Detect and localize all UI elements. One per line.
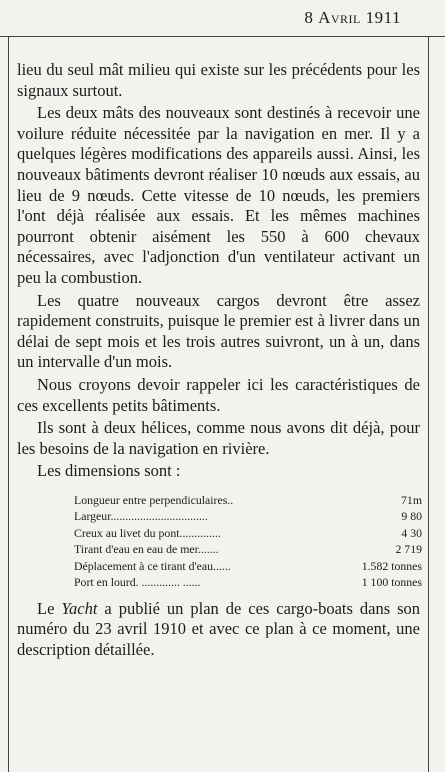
dimension-value: 71m [401,492,422,507]
table-row [74,508,422,525]
table-row [74,574,422,591]
dimension-label: Longueur entre perpendiculaires.. [74,492,234,507]
paragraph-cargos: Les quatre nouveaux cargos devront être assez rapidement construits, puisque le premier est à livrer dans un délai de sept mois et les trois autres suivront, un à un, dans un intervalle d'un mois. [17,290,420,372]
paragraph-yacht [17,599,420,661]
dimension-label: Creux au livet du pont.............. [74,525,221,540]
yacht-before: Le [37,598,55,618]
header-year: 1911 [365,8,401,27]
dimension-value: 2 719 [395,542,422,557]
paragraph-masts: Les deux mâts des nouveaux sont destinés à recevoir une voilure réduite nécessitée par la navigation en mer. Il y a quelques légères modifications des appareils aussi. Ainsi, les nouveaux bâtiments devront réaliser 10 nœuds aux essais, au lieu de 9 nœuds. Cette vitesse de 10 nœuds, les premiers l'ont déjà réalisée aux essais. Et les mêmes machines pourront obtenir aisément les 550 à 600 chevaux nécessaires, avec l'adjonction d'un ventilateur activant un peu la combustion. [17,103,420,287]
dimension-value: 1.582 tonnes [361,558,422,573]
table-row [74,492,422,509]
table-row [74,558,422,575]
right-column-rule [428,36,429,772]
dimensions-table [74,492,422,591]
paragraph-dimensions-intro: Les dimensions sont : [37,461,181,481]
paragraph-propellers: Ils sont à deux hélices, comme nous avons dit déjà, pour les besoins de la navigation en rivière. [17,418,420,458]
yacht-after: a publié un plan de ces cargo-boats dans son numéro du 23 avril 1910 et avec ce plan à ce moment, une description détaillée. [17,598,421,660]
top-rule [0,36,445,37]
paragraph-continued: lieu du seul mât milieu qui existe sur les précédents pour les signaux surtout. [17,60,420,100]
dimension-label: Port en lourd. ............. ...... [74,575,201,590]
dimension-value: 9 80 [401,509,422,524]
table-row [74,541,422,558]
dimension-value: 1 100 tonnes [361,575,422,590]
yacht-title: Yacht [61,598,98,618]
dimension-label: Largeur................................. [74,509,208,524]
paragraph-characteristics: Nous croyons devoir rappeler ici les caractéristiques de ces excellents petits bâtiments. [17,374,420,415]
table-row [74,525,422,542]
header-day: 8 [304,8,314,27]
text-column [17,60,420,663]
dimension-label: Tirant d'eau en eau de mer....... [74,542,219,557]
header-month: Avril [318,8,361,27]
dimension-value: 4 30 [401,525,422,540]
left-column-rule [8,36,9,772]
page-header [304,8,401,28]
dimension-label: Déplacement à ce tirant d'eau...... [74,558,231,573]
